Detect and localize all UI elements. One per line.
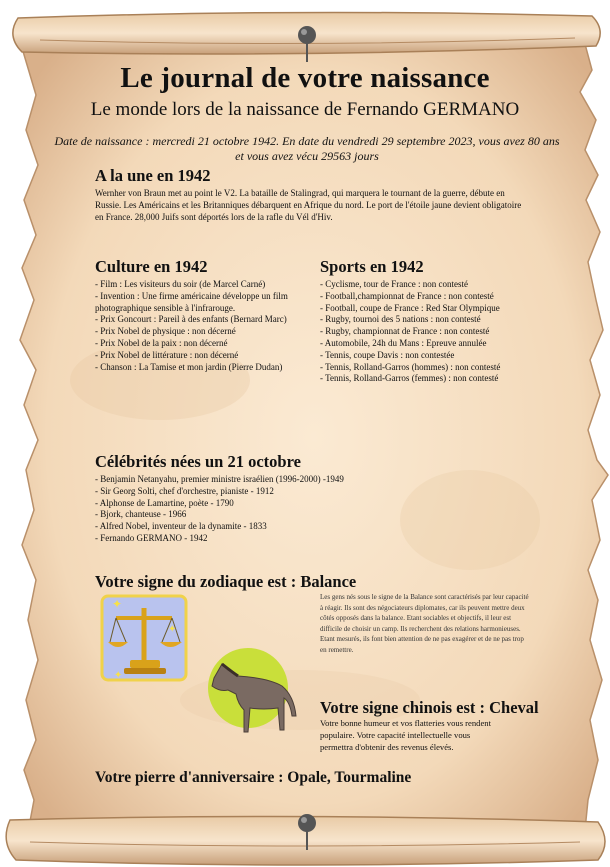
- sports-item: - Rugby, championnat de France : non contesté: [320, 326, 490, 337]
- svg-text:✦: ✦: [168, 624, 177, 635]
- zodiac-text: Les gens nés sous le signe de la Balance sont caractérisés par leur capacité à réagir. Ils sont des négociateurs diplomates, car ils peuvent mettre deux côtés opposés dans la balance. Etant sociables et objectifs, il leur est difficile de choisir un camp. Ils recherchent des relations harmonieuses. Etant mesurés, ils font bien attention de ne pas exagérer et de ne pas trop en remettre.: [320, 593, 529, 654]
- sports-item: - Tennis, Rolland-Garros (hommes) : non contesté: [320, 361, 501, 372]
- celebrity-item: - Fernando GERMANO - 1942: [95, 532, 208, 543]
- celebrities-section: [95, 452, 355, 545]
- sports-section: [320, 257, 550, 385]
- page-subtitle: Le monde lors de la naissance de Fernando GERMANO: [90, 99, 520, 120]
- page-title: Le journal de votre naissance: [120, 62, 490, 94]
- sports-item: - Tennis, Rolland-Garros (femmes) : non contesté: [320, 373, 499, 384]
- bottom-pin-icon: [295, 812, 319, 852]
- celebrities-title: Célébrités nées un 21 octobre: [95, 452, 301, 471]
- libra-scale-icon: [100, 594, 190, 684]
- headline-title: A la une en 1942: [95, 166, 211, 185]
- chinese-sign-title: Votre signe chinois est : Cheval: [320, 698, 539, 717]
- culture-item: - Prix Nobel de physique : non décerné: [95, 326, 236, 337]
- culture-item: - Film : Les visiteurs du soir (de Marcel Carné): [95, 279, 266, 289]
- sports-title: Sports en 1942: [320, 257, 424, 276]
- headline-text: Wernher von Braun met au point le V2. La bataille de Stalingrad, qui marquera le tournant de la guerre, débute en Russie. Les Américains et les Britanniques débarquent en Afrique du nord. Le port de l'étoile jaune devient obligatoire en France. 28,000 Juifs sont déportés lors de la rafle du Vél d'Hiv.: [95, 188, 522, 222]
- birthstone-title: Votre pierre d'anniversaire : Opale, Tourmaline: [95, 769, 412, 786]
- sports-item: - Tennis, coupe Davis : non contestée: [320, 349, 455, 360]
- celebrities-list: [95, 474, 355, 545]
- sports-item: - Football, coupe de France : Red Star Olympique: [320, 302, 500, 313]
- culture-title: Culture en 1942: [95, 257, 208, 276]
- zodiac-title: Votre signe du zodiaque est : Balance: [95, 572, 357, 591]
- culture-item: - Prix Nobel de la paix : non décerné: [95, 337, 228, 348]
- culture-item: - Prix Nobel de littérature : non décerné: [95, 349, 239, 360]
- sports-item: - Cyclisme, tour de France : non contesté: [320, 279, 468, 289]
- sports-list: [320, 279, 550, 385]
- culture-item: - Chanson : La Tamise et mon jardin (Pierre Dudan): [95, 361, 283, 372]
- culture-item: - Invention : Une firme américaine développe un film photographique sensible à l'infrarouge.: [95, 290, 288, 313]
- top-pin-icon: [295, 24, 319, 64]
- culture-section: [95, 257, 315, 373]
- celebrity-item: - Sir Georg Solti, chef d'orchestre, pianiste - 1912: [95, 485, 274, 496]
- celebrity-item: - Bjork, chanteuse - 1966: [95, 509, 187, 520]
- sports-item: - Rugby, tournoi des 5 nations : non contesté: [320, 314, 481, 325]
- culture-list: [95, 279, 315, 373]
- sports-item: - Football,championnat de France : non contesté: [320, 290, 494, 301]
- chinese-sign-text: Votre bonne humeur et vos flatteries vous rendent populaire. Votre capacité intellectuelle vous permettra d'obtenir des revenus élevés.: [320, 718, 491, 752]
- celebrity-item: - Alphonse de Lamartine, poète - 1790: [95, 497, 234, 508]
- culture-item: - Prix Goncourt : Pareil à des enfants (Bernard Marc): [95, 314, 287, 325]
- celebrity-item: - Benjamin Netanyahu, premier ministre israélien (1996-2000) -1949: [95, 474, 344, 484]
- headline-section: [95, 166, 525, 223]
- celebrity-item: - Alfred Nobel, inventeur de la dynamite - 1833: [95, 521, 267, 532]
- birth-info: Date de naissance : mercredi 21 octobre 1942. En date du vendredi 29 septembre 2023, vous avez 80 ans et vous avez vécu 29563 jours: [54, 134, 560, 163]
- svg-text:✦: ✦: [114, 670, 123, 681]
- horse-icon: [198, 646, 300, 738]
- svg-text:✦: ✦: [112, 597, 123, 611]
- sports-item: - Automobile, 24h du Mans : Epreuve annulée: [320, 337, 487, 348]
